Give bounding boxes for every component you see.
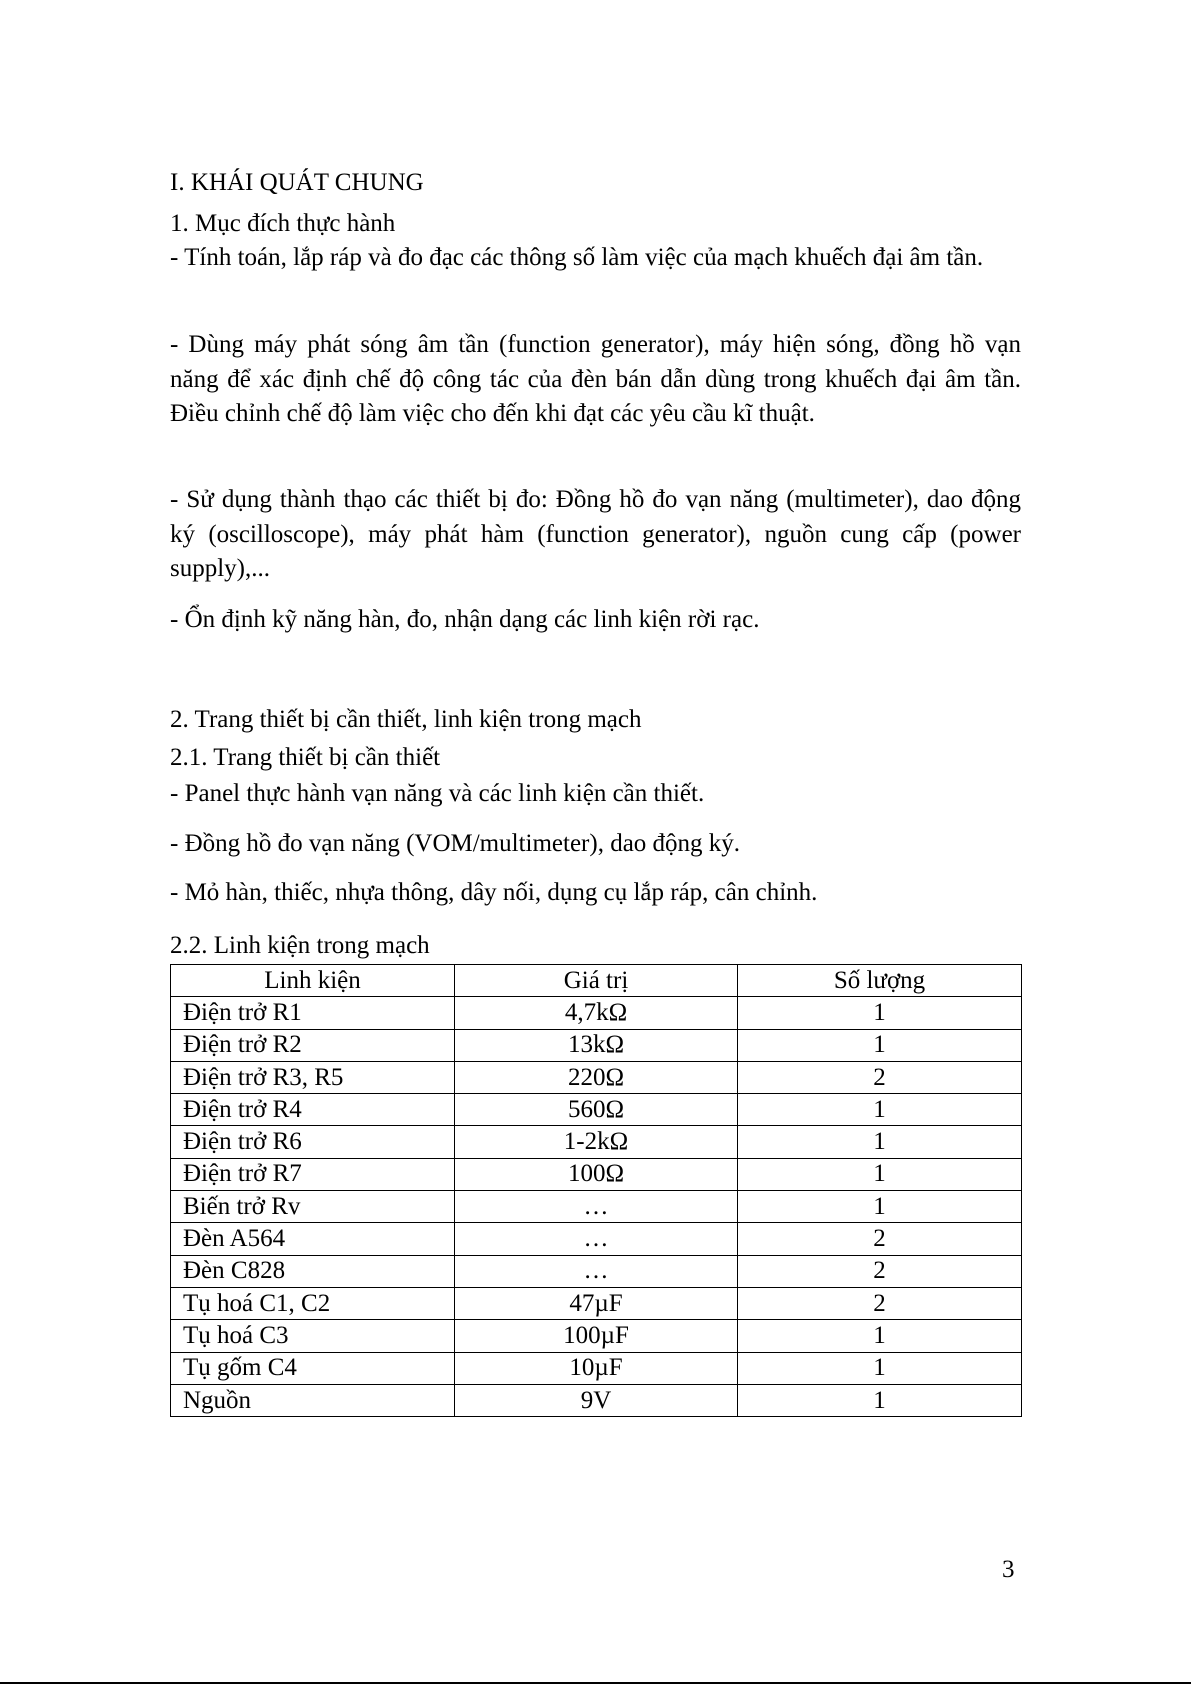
cell-quantity: 1: [738, 1126, 1022, 1158]
table-row: [171, 997, 1022, 1029]
cell-value: …: [455, 1191, 738, 1223]
cell-quantity: 1: [738, 1384, 1022, 1416]
cell-component: Điện trở R2: [171, 1029, 455, 1061]
paragraph-purpose-1: - Tính toán, lắp ráp và đo đạc các thông số làm việc của mạch khuếch đại âm tần.: [170, 244, 984, 271]
cell-component: Nguồn: [171, 1384, 455, 1416]
cell-value: 9V: [455, 1384, 738, 1416]
cell-quantity: 1: [738, 1320, 1022, 1352]
cell-quantity: 2: [738, 1255, 1022, 1287]
cell-value: 47µF: [455, 1287, 738, 1319]
cell-quantity: 1: [738, 997, 1022, 1029]
table-row: [171, 1094, 1022, 1126]
cell-quantity: 1: [738, 1094, 1022, 1126]
subsection-2-2-heading: 2.2. Linh kiện trong mạch: [170, 932, 430, 959]
cell-component: Biến trở Rv: [171, 1191, 455, 1223]
table-header-row: [171, 965, 1022, 997]
equipment-item: - Mỏ hàn, thiếc, nhựa thông, dây nối, dụng cụ lắp ráp, cân chỉnh.: [170, 879, 818, 906]
cell-component: Đèn C828: [171, 1255, 455, 1287]
table-row: [171, 1061, 1022, 1093]
paragraph-purpose-2: - Dùng máy phát sóng âm tần (function generator), máy hiện sóng, đồng hồ vạn năng để xác định chế độ công tác của đèn bán dẫn dùng trong khuếch đại âm tần. Điều chỉnh chế độ làm việc cho đến khi đạt các yêu cầu kĩ thuật.: [170, 331, 1021, 427]
table-row: [171, 1029, 1022, 1061]
cell-value: 220Ω: [455, 1061, 738, 1093]
cell-component: Đèn A564: [171, 1223, 455, 1255]
cell-quantity: 2: [738, 1061, 1022, 1093]
cell-component: Điện trở R3, R5: [171, 1061, 455, 1093]
page-number: 3: [1002, 1556, 1015, 1583]
paragraph-purpose-4: - Ổn định kỹ năng hàn, đo, nhận dạng các linh kiện rời rạc.: [170, 606, 760, 633]
cell-value: 100Ω: [455, 1158, 738, 1190]
cell-component: Điện trở R7: [171, 1158, 455, 1190]
cell-quantity: 1: [738, 1352, 1022, 1384]
table-row: [171, 1352, 1022, 1384]
section-1-heading: I. KHÁI QUÁT CHUNG: [170, 169, 424, 196]
cell-component: Điện trở R4: [171, 1094, 455, 1126]
table-row: [171, 1287, 1022, 1319]
cell-value: 560Ω: [455, 1094, 738, 1126]
cell-component: Điện trở R1: [171, 997, 455, 1029]
cell-value: 100µF: [455, 1320, 738, 1352]
table-row: [171, 1126, 1022, 1158]
subsection-2-1-heading: 2.1. Trang thiết bị cần thiết: [170, 744, 441, 771]
table-row: [171, 1191, 1022, 1223]
subsection-1-heading: 1. Mục đích thực hành: [170, 210, 396, 237]
table-row: [171, 1223, 1022, 1255]
cell-value: …: [455, 1223, 738, 1255]
cell-value: 1-2kΩ: [455, 1126, 738, 1158]
cell-component: Tụ gốm C4: [171, 1352, 455, 1384]
column-header-quantity: Số lượng: [738, 965, 1022, 997]
cell-component: Tụ hoá C3: [171, 1320, 455, 1352]
cell-quantity: 1: [738, 1158, 1022, 1190]
paragraph-purpose-3: - Sử dụng thành thạo các thiết bị đo: Đồng hồ đo vạn năng (multimeter), dao động ký (oscilloscope), máy phát hàm (function generator), nguồn cung cấp (power supply),...: [170, 486, 1021, 582]
cell-quantity: 1: [738, 1191, 1022, 1223]
table-row: [171, 1320, 1022, 1352]
table-row: [171, 1158, 1022, 1190]
cell-value: …: [455, 1255, 738, 1287]
equipment-item: - Panel thực hành vạn năng và các linh kiện cần thiết.: [170, 780, 705, 807]
cell-quantity: 2: [738, 1223, 1022, 1255]
bottom-edge-rule: [0, 1682, 1191, 1684]
cell-quantity: 2: [738, 1287, 1022, 1319]
cell-component: Điện trở R6: [171, 1126, 455, 1158]
column-header-value: Giá trị: [455, 965, 738, 997]
cell-value: 10µF: [455, 1352, 738, 1384]
equipment-item: - Đồng hồ đo vạn năng (VOM/multimeter), dao động ký.: [170, 830, 741, 857]
components-table: [170, 964, 1022, 1417]
cell-component: Tụ hoá C1, C2: [171, 1287, 455, 1319]
table-row: [171, 1255, 1022, 1287]
cell-value: 4,7kΩ: [455, 997, 738, 1029]
cell-quantity: 1: [738, 1029, 1022, 1061]
table-row: [171, 1384, 1022, 1416]
section-2-heading: 2. Trang thiết bị cần thiết, linh kiện trong mạch: [170, 706, 642, 733]
cell-value: 13kΩ: [455, 1029, 738, 1061]
column-header-component: Linh kiện: [171, 965, 455, 997]
